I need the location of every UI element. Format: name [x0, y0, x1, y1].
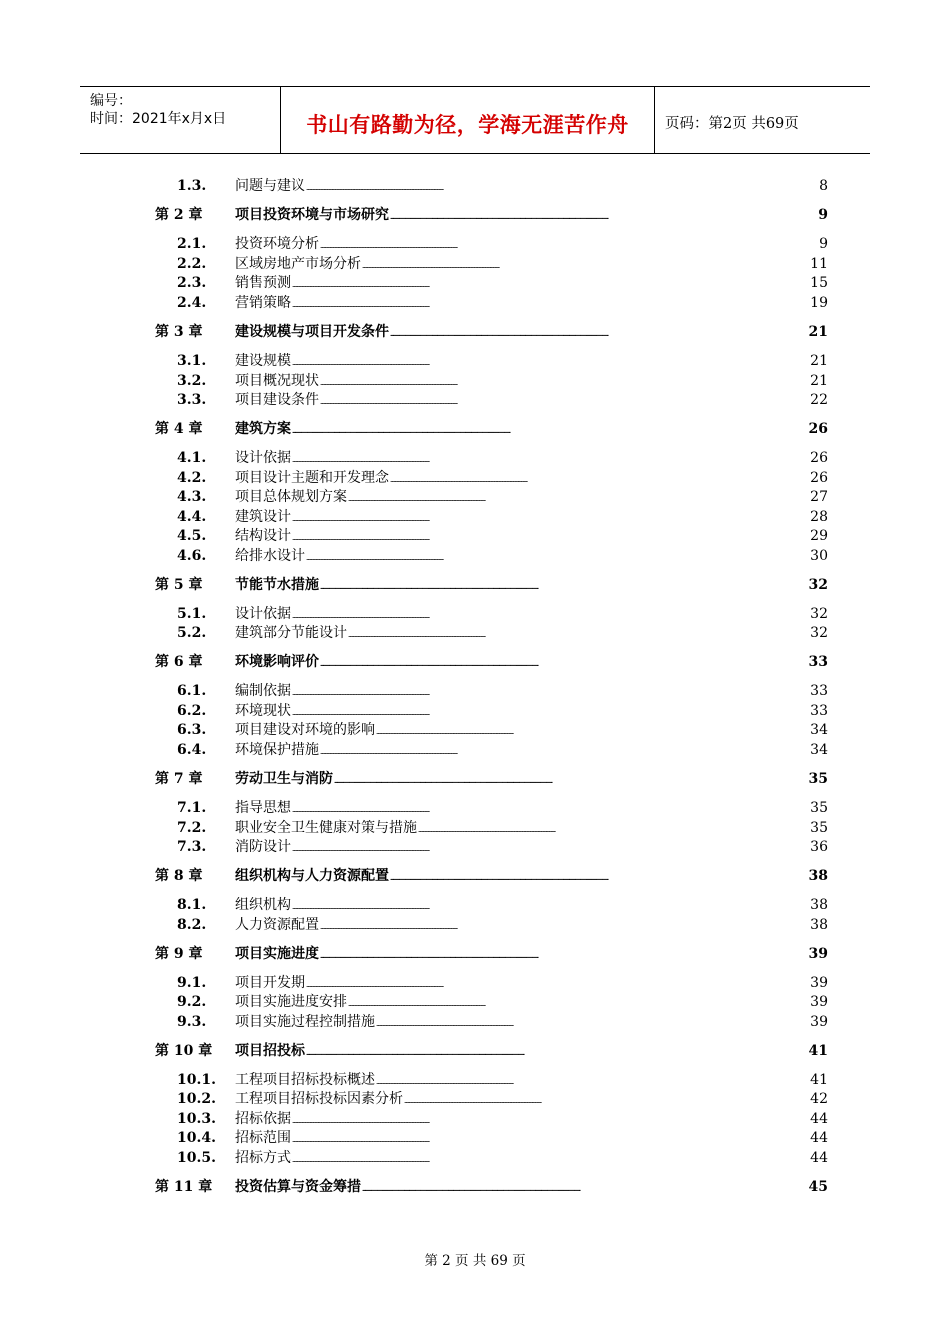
- toc-dot-leader: [306, 546, 809, 569]
- toc-entry-page-number: 35: [810, 800, 828, 816]
- toc-entry-leader-line: [235, 1177, 828, 1200]
- toc-entry-number: 6.4.: [177, 742, 207, 758]
- toc-section-entry[interactable]: [0, 448, 950, 468]
- toc-dot-leader: [376, 1012, 809, 1035]
- toc-entry-page-number: 26: [810, 470, 828, 486]
- toc-entry-number: 2.2.: [177, 256, 207, 272]
- toc-dot-leader: [348, 623, 809, 646]
- toc-section-entry[interactable]: [0, 351, 950, 371]
- toc-section-entry[interactable]: [0, 1012, 950, 1032]
- toc-section-entry[interactable]: [0, 740, 950, 760]
- toc-entry-page-number: 34: [810, 742, 828, 758]
- toc-entry-page-number: 41: [808, 1043, 828, 1059]
- toc-entry-number: 10.3.: [177, 1111, 216, 1127]
- toc-entry-page-number: 15: [810, 275, 828, 291]
- toc-chapter-entry[interactable]: [0, 944, 950, 964]
- toc-section-entry[interactable]: [0, 1070, 950, 1090]
- toc-entry-page-number: 9: [819, 236, 828, 252]
- toc-entry-number: 3.3.: [177, 392, 207, 408]
- toc-entry-title: 项目实施过程控制措施: [235, 1014, 375, 1030]
- toc-chapter-entry[interactable]: [0, 652, 950, 672]
- toc-entry-page-number: 9: [818, 207, 828, 223]
- toc-dot-leader: [292, 293, 809, 316]
- toc-section-entry[interactable]: [0, 1089, 950, 1109]
- toc-entry-page-number: 33: [810, 683, 828, 699]
- toc-entry-leader-line: [235, 740, 828, 763]
- toc-entry-page-number: 35: [808, 771, 828, 787]
- toc-entry-number: 第 4 章: [155, 421, 203, 437]
- toc-chapter-entry[interactable]: [0, 866, 950, 886]
- toc-entry-page-number: 21: [808, 324, 828, 340]
- toc-entry-leader-line: [235, 575, 828, 598]
- toc-dot-leader: [306, 176, 818, 199]
- toc-entry-page-number: 38: [810, 897, 828, 913]
- toc-entry-page-number: 32: [810, 606, 828, 622]
- header-motto-cell: [281, 87, 655, 153]
- toc-entry-title: 建筑设计: [235, 509, 291, 525]
- toc-entry-title: 结构设计: [235, 528, 291, 544]
- toc-dot-leader: [320, 944, 808, 967]
- toc-entry-page-number: 38: [810, 917, 828, 933]
- toc-entry-title: 投资环境分析: [235, 236, 319, 252]
- toc-entry-page-number: 22: [810, 392, 828, 408]
- toc-section-entry[interactable]: [0, 895, 950, 915]
- toc-entry-title: 工程项目招标投标概述: [235, 1072, 375, 1088]
- toc-section-entry[interactable]: [0, 720, 950, 740]
- toc-section-entry[interactable]: [0, 973, 950, 993]
- toc-entry-title: 环境保护措施: [235, 742, 319, 758]
- toc-section-entry[interactable]: [0, 915, 950, 935]
- toc-entry-page-number: 44: [810, 1111, 828, 1127]
- toc-entry-title: 人力资源配置: [235, 917, 319, 933]
- toc-entry-page-number: 39: [808, 946, 828, 962]
- toc-entry-page-number: 26: [808, 421, 828, 437]
- toc-entry-leader-line: [235, 293, 828, 316]
- toc-section-entry[interactable]: [0, 176, 950, 196]
- toc-entry-number: 2.4.: [177, 295, 207, 311]
- toc-entry-title: 环境现状: [235, 703, 291, 719]
- toc-entry-title: 项目投资环境与市场研究: [235, 207, 389, 223]
- toc-dot-leader: [334, 769, 808, 792]
- header-page-cell: [655, 87, 870, 153]
- toc-entry-number: 4.1.: [177, 450, 207, 466]
- toc-entry-number: 6.3.: [177, 722, 207, 738]
- toc-entry-title: 项目实施进度: [235, 946, 319, 962]
- toc-entry-title: 营销策略: [235, 295, 291, 311]
- toc-entry-number: 1.3.: [177, 178, 207, 194]
- toc-entry-title: 招标依据: [235, 1111, 291, 1127]
- toc-dot-leader: [306, 1041, 808, 1064]
- toc-entry-title: 建筑部分节能设计: [235, 625, 347, 641]
- toc-entry-title: 组织机构与人力资源配置: [235, 868, 389, 884]
- toc-entry-title: 招标范围: [235, 1130, 291, 1146]
- toc-entry-title: 项目建设对环境的影响: [235, 722, 375, 738]
- page-footer: 第 2 页 共 69 页: [424, 1253, 526, 1269]
- toc-dot-leader: [292, 1148, 809, 1171]
- toc-entry-title: 消防设计: [235, 839, 291, 855]
- toc-entry-number: 第 3 章: [155, 324, 203, 340]
- toc-entry-title: 职业安全卫生健康对策与措施: [235, 820, 417, 836]
- toc-dot-leader: [320, 390, 809, 413]
- toc-entry-number: 4.2.: [177, 470, 207, 486]
- header-motto: 书山有路勤为径，学海无涯苦作舟: [306, 113, 629, 137]
- toc-entry-number: 7.2.: [177, 820, 207, 836]
- toc-chapter-entry[interactable]: [0, 419, 950, 439]
- toc-dot-leader: [362, 1177, 808, 1200]
- toc-entry-page-number: 34: [810, 722, 828, 738]
- toc-entry-page-number: 29: [810, 528, 828, 544]
- toc-chapter-entry[interactable]: [0, 205, 950, 225]
- toc-entry-page-number: 21: [810, 353, 828, 369]
- toc-section-entry[interactable]: [0, 254, 950, 274]
- toc-section-entry[interactable]: [0, 1109, 950, 1129]
- toc-dot-leader: [292, 419, 808, 442]
- toc-entry-title: 项目概况现状: [235, 373, 319, 389]
- toc-entry-number: 6.1.: [177, 683, 207, 699]
- toc-entry-number: 7.3.: [177, 839, 207, 855]
- toc-entry-page-number: 38: [808, 868, 828, 884]
- toc-entry-number: 8.1.: [177, 897, 207, 913]
- toc-entry-title: 设计依据: [235, 606, 291, 622]
- toc-entry-leader-line: [235, 322, 828, 345]
- toc-entry-page-number: 39: [810, 1014, 828, 1030]
- toc-chapter-entry[interactable]: [0, 1041, 950, 1061]
- toc-entry-page-number: 32: [810, 625, 828, 641]
- toc-entry-title: 劳动卫生与消防: [235, 771, 333, 787]
- toc-dot-leader: [320, 575, 808, 598]
- toc-entry-title: 建筑方案: [235, 421, 291, 437]
- toc-entry-number: 5.1.: [177, 606, 207, 622]
- toc-entry-page-number: 19: [810, 295, 828, 311]
- toc-entry-number: 9.3.: [177, 1014, 207, 1030]
- toc-entry-title: 建设规模: [235, 353, 291, 369]
- serial-number-label: 编号：: [90, 93, 132, 109]
- toc-entry-number: 10.5.: [177, 1150, 216, 1166]
- toc-entry-number: 第 11 章: [155, 1179, 213, 1195]
- toc-entry-title: 问题与建议: [235, 178, 305, 194]
- toc-entry-number: 2.3.: [177, 275, 207, 291]
- toc-entry-leader-line: [235, 623, 828, 646]
- toc-entry-leader-line: [235, 1041, 828, 1064]
- toc-entry-title: 项目建设条件: [235, 392, 319, 408]
- toc-entry-number: 第 9 章: [155, 946, 203, 962]
- toc-dot-leader: [390, 866, 808, 889]
- toc-entry-title: 建设规模与项目开发条件: [235, 324, 389, 340]
- toc-entry-page-number: 28: [810, 509, 828, 525]
- toc-entry-page-number: 21: [810, 373, 828, 389]
- toc-entry-title: 项目设计主题和开发理念: [235, 470, 389, 486]
- toc-section-entry[interactable]: [0, 818, 950, 838]
- toc-chapter-entry[interactable]: [0, 575, 950, 595]
- toc-entry-number: 6.2.: [177, 703, 207, 719]
- toc-entry-leader-line: [235, 866, 828, 889]
- toc-entry-page-number: 27: [810, 489, 828, 505]
- toc-section-entry[interactable]: [0, 837, 950, 857]
- toc-entry-number: 9.2.: [177, 994, 207, 1010]
- toc-section-entry[interactable]: [0, 1128, 950, 1148]
- toc-section-entry[interactable]: [0, 681, 950, 701]
- toc-entry-title: 节能节水措施: [235, 577, 319, 593]
- toc-entry-number: 3.2.: [177, 373, 207, 389]
- toc-entry-title: 指导思想: [235, 800, 291, 816]
- toc-entry-number: 4.3.: [177, 489, 207, 505]
- toc-entry-page-number: 33: [808, 654, 828, 670]
- toc-dot-leader: [320, 915, 809, 938]
- toc-entry-page-number: 36: [810, 839, 828, 855]
- toc-section-entry[interactable]: [0, 468, 950, 488]
- toc-entry-page-number: 39: [810, 975, 828, 991]
- toc-entry-number: 4.5.: [177, 528, 207, 544]
- toc-entry-number: 9.1.: [177, 975, 207, 991]
- toc-entry-title: 工程项目招标投标因素分析: [235, 1091, 403, 1107]
- toc-section-entry[interactable]: [0, 507, 950, 527]
- toc-entry-page-number: 44: [810, 1130, 828, 1146]
- toc-section-entry[interactable]: [0, 701, 950, 721]
- toc-entry-title: 投资估算与资金筹措: [235, 1179, 361, 1195]
- toc-entry-page-number: 45: [808, 1179, 828, 1195]
- toc-entry-title: 项目实施进度安排: [235, 994, 347, 1010]
- toc-entry-number: 8.2.: [177, 917, 207, 933]
- toc-entry-title: 招标方式: [235, 1150, 291, 1166]
- toc-section-entry[interactable]: [0, 487, 950, 507]
- toc-section-entry[interactable]: [0, 623, 950, 643]
- date-line: 时间：2021年x月x日: [90, 111, 227, 127]
- toc-section-entry[interactable]: [0, 273, 950, 293]
- toc-entry-leader-line: [235, 205, 828, 228]
- toc-entry-number: 第 7 章: [155, 771, 203, 787]
- toc-section-entry[interactable]: [0, 526, 950, 546]
- page-header: [80, 86, 870, 154]
- toc-section-entry[interactable]: [0, 798, 950, 818]
- toc-section-entry[interactable]: [0, 371, 950, 391]
- toc-entry-leader-line: [235, 769, 828, 792]
- toc-entry-page-number: 44: [810, 1150, 828, 1166]
- toc-dot-leader: [390, 205, 817, 228]
- toc-section-entry[interactable]: [0, 992, 950, 1012]
- toc-entry-page-number: 41: [810, 1072, 828, 1088]
- header-meta-cell: [80, 87, 281, 153]
- toc-chapter-entry[interactable]: [0, 769, 950, 789]
- toc-section-entry[interactable]: [0, 604, 950, 624]
- toc-entry-number: 3.1.: [177, 353, 207, 369]
- toc-dot-leader: [320, 652, 808, 675]
- toc-entry-leader-line: [235, 652, 828, 675]
- toc-entry-title: 销售预测: [235, 275, 291, 291]
- toc-entry-number: 10.2.: [177, 1091, 216, 1107]
- toc-entry-leader-line: [235, 390, 828, 413]
- toc-entry-number: 10.4.: [177, 1130, 216, 1146]
- toc-chapter-entry[interactable]: [0, 322, 950, 342]
- toc-section-entry[interactable]: [0, 293, 950, 313]
- toc-dot-leader: [292, 837, 809, 860]
- toc-entry-leader-line: [235, 837, 828, 860]
- toc-entry-page-number: 11: [810, 256, 828, 272]
- toc-entry-leader-line: [235, 915, 828, 938]
- toc-entry-title: 编制依据: [235, 683, 291, 699]
- toc-entry-page-number: 39: [810, 994, 828, 1010]
- toc-entry-number: 第 8 章: [155, 868, 203, 884]
- toc-entry-leader-line: [235, 546, 828, 569]
- toc-section-entry[interactable]: [0, 390, 950, 410]
- toc-entry-number: 第 10 章: [155, 1043, 213, 1059]
- toc-entry-number: 2.1.: [177, 236, 207, 252]
- toc-chapter-entry[interactable]: [0, 1177, 950, 1197]
- toc-entry-page-number: 33: [810, 703, 828, 719]
- toc-entry-number: 7.1.: [177, 800, 207, 816]
- toc-entry-number: 10.1.: [177, 1072, 216, 1088]
- toc-entry-leader-line: [235, 944, 828, 967]
- toc-entry-title: 区域房地产市场分析: [235, 256, 361, 272]
- toc-entry-title: 项目总体规划方案: [235, 489, 347, 505]
- toc-entry-leader-line: [235, 1148, 828, 1171]
- toc-entry-number: 第 6 章: [155, 654, 203, 670]
- toc-entry-title: 设计依据: [235, 450, 291, 466]
- toc-entry-leader-line: [235, 176, 828, 199]
- toc-entry-title: 组织机构: [235, 897, 291, 913]
- toc-section-entry[interactable]: [0, 1148, 950, 1168]
- toc-entry-number: 4.4.: [177, 509, 207, 525]
- toc-entry-page-number: 8: [819, 178, 828, 194]
- toc-entry-title: 项目开发期: [235, 975, 305, 991]
- toc-section-entry[interactable]: [0, 234, 950, 254]
- toc-dot-leader: [320, 740, 809, 763]
- toc-section-entry[interactable]: [0, 546, 950, 566]
- toc-entry-number: 第 5 章: [155, 577, 203, 593]
- toc-entry-title: 给排水设计: [235, 548, 305, 564]
- toc-entry-leader-line: [235, 419, 828, 442]
- toc-entry-number: 第 2 章: [155, 207, 203, 223]
- toc-entry-page-number: 35: [810, 820, 828, 836]
- toc-entry-page-number: 26: [810, 450, 828, 466]
- toc-entry-number: 4.6.: [177, 548, 207, 564]
- toc-entry-page-number: 30: [810, 548, 828, 564]
- toc-entry-title: 环境影响评价: [235, 654, 319, 670]
- toc-entry-title: 项目招投标: [235, 1043, 305, 1059]
- toc-entry-number: 5.2.: [177, 625, 207, 641]
- header-page-info: 页码：第2页 共69页: [665, 116, 799, 132]
- toc-entry-page-number: 42: [810, 1091, 828, 1107]
- toc-entry-leader-line: [235, 1012, 828, 1035]
- toc-entry-page-number: 32: [808, 577, 828, 593]
- toc-dot-leader: [390, 322, 808, 345]
